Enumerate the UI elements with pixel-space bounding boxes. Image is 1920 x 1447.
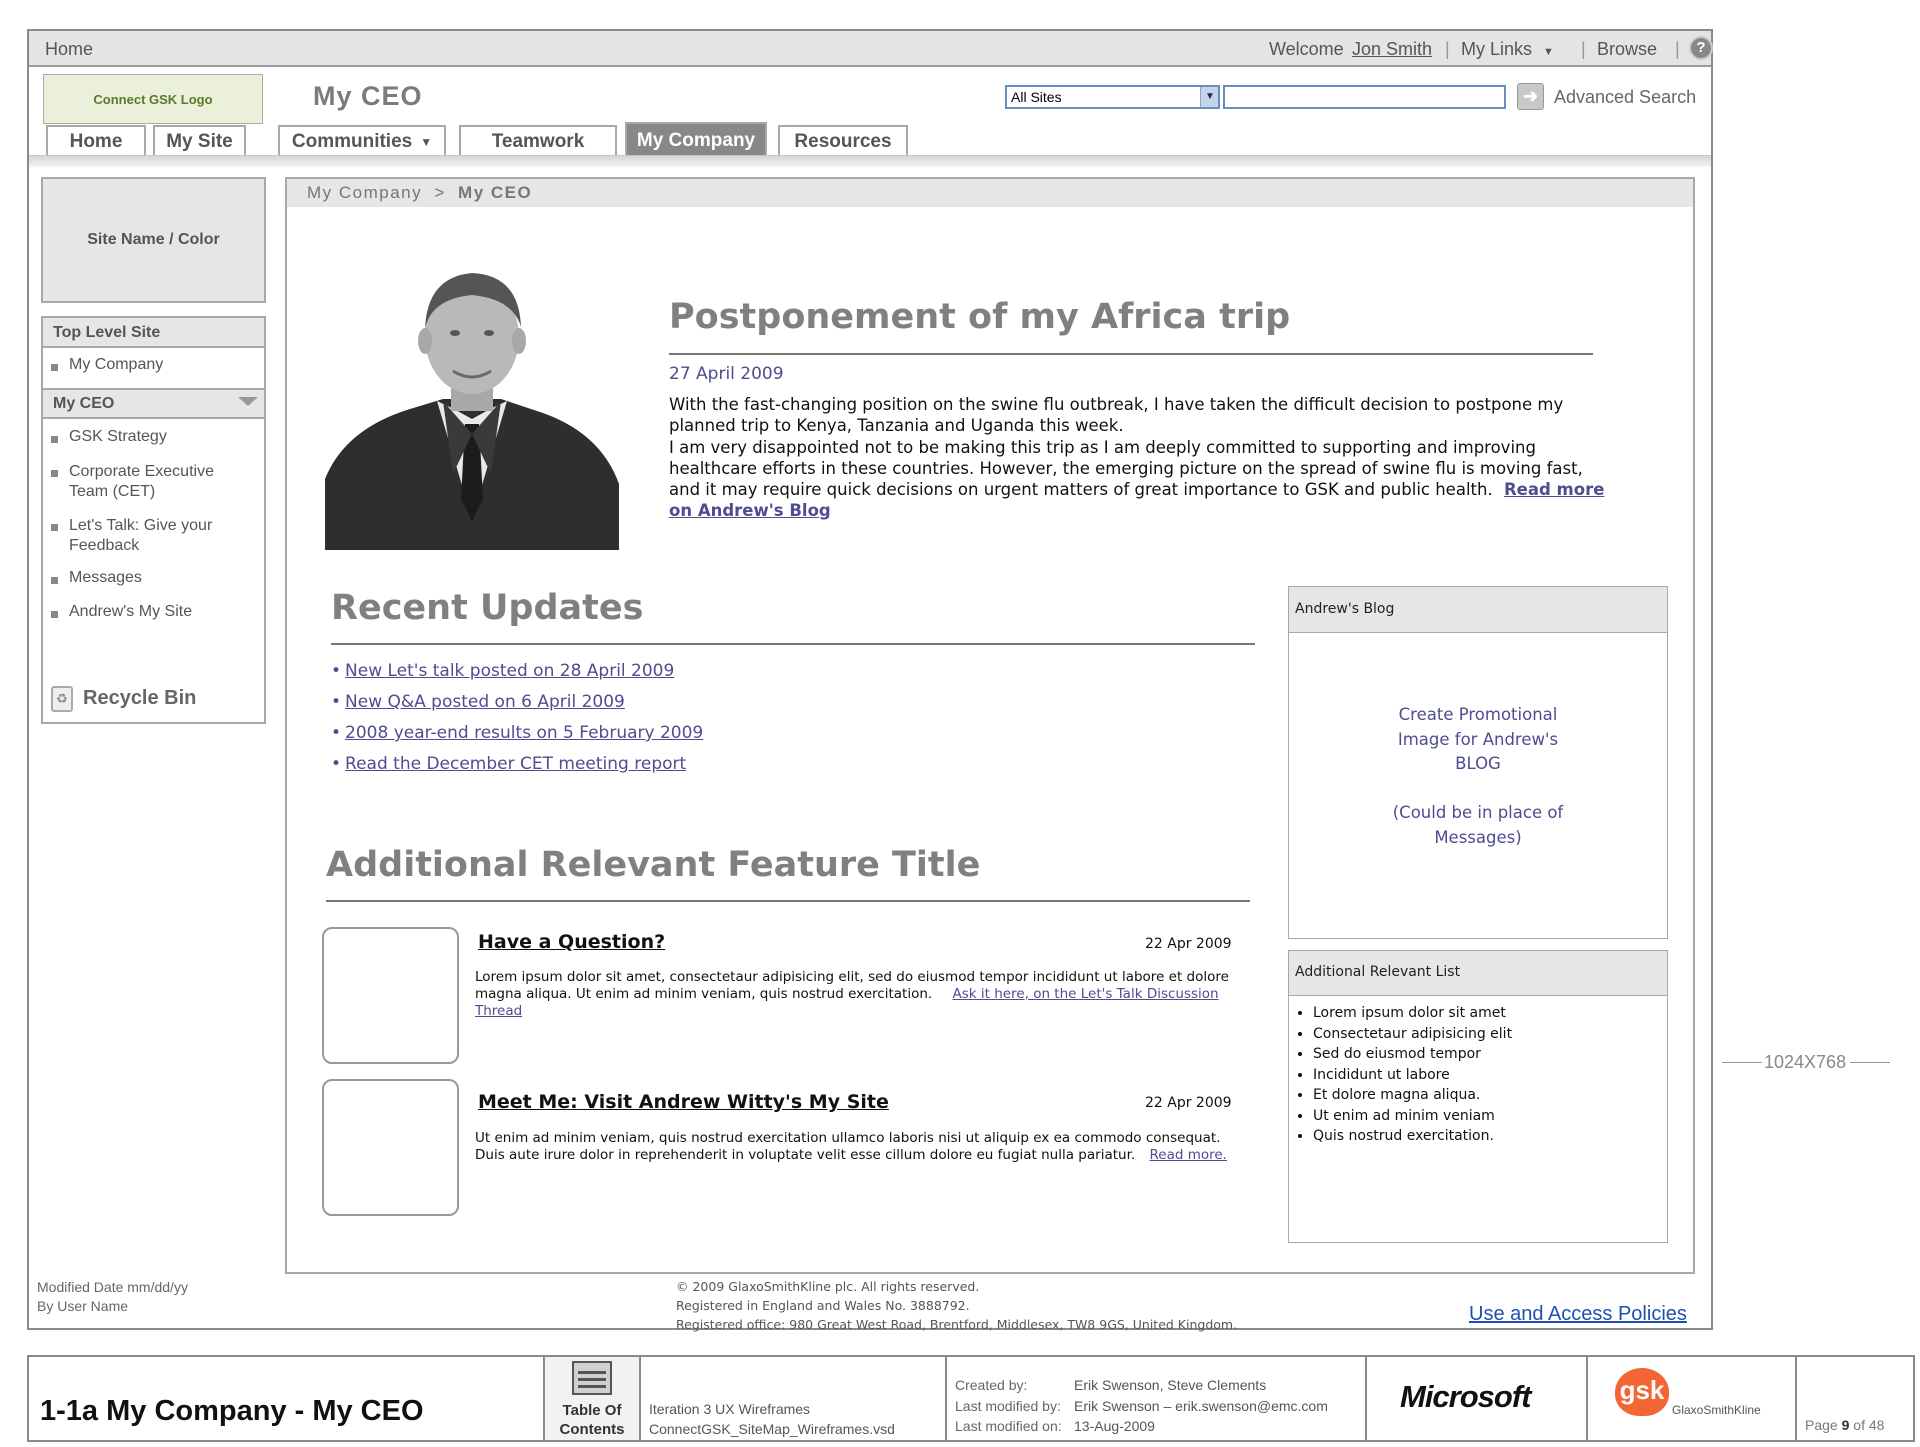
toc-label-line: Table Of xyxy=(562,1402,622,1419)
gsk-cell xyxy=(1586,1355,1795,1442)
nav-section-label: My CEO xyxy=(53,395,115,412)
entry-body xyxy=(475,969,1229,1020)
promo-line: Image for Andrew's xyxy=(1397,729,1559,749)
iteration-info xyxy=(649,1399,895,1439)
microsoft-cell xyxy=(1365,1355,1586,1442)
promo-spacer xyxy=(1289,777,1667,802)
feature-text-line: With the fast-changing position on the swine flu outbreak, I have taken the difficult decision to postpone my xyxy=(669,395,1564,414)
divider xyxy=(331,643,1255,645)
modified-by: By User Name xyxy=(37,1298,129,1314)
bullet-icon: • xyxy=(331,754,342,774)
feature-date: 27 April 2009 xyxy=(669,364,784,384)
tab-resources[interactable]: Resources xyxy=(778,125,908,157)
user-link[interactable]: Jon Smith xyxy=(1352,39,1433,59)
nav-item-cet-line2: Team (CET) xyxy=(69,483,156,500)
tab-home[interactable]: Home xyxy=(46,125,146,157)
microsoft-logo: Microsoft xyxy=(1400,1379,1531,1414)
logo-placeholder[interactable]: Connect GSK Logo xyxy=(43,74,263,124)
author-cell xyxy=(945,1355,1365,1442)
iteration-cell xyxy=(639,1355,945,1442)
entry-text-line: Ut enim ad minim veniam, quis nostrud exercitation ullamco laboris nisi ut aliquip ex ea commodo consequat. xyxy=(475,1130,1221,1146)
divider xyxy=(1722,1062,1762,1063)
divider: | xyxy=(1675,39,1680,59)
ask-here-link[interactable]: Ask it here, on the Let's Talk Discussion xyxy=(952,986,1219,1002)
tab-communities-label: Communities xyxy=(291,131,413,152)
ceo-photo xyxy=(325,259,619,550)
bullet-icon: • xyxy=(331,661,342,681)
entry-date: 22 Apr 2009 xyxy=(1145,936,1232,952)
bullet-icon xyxy=(51,470,58,477)
bullet-icon xyxy=(51,364,58,371)
entry-title-link[interactable]: Have a Question? xyxy=(478,931,666,953)
update-item[interactable] xyxy=(331,723,703,743)
resolution-marker xyxy=(1722,1050,1892,1074)
nav-item-messages[interactable]: Messages xyxy=(69,569,142,586)
entry-text-line: Duis aute irure dolor in reprehenderit in voluptate velit esse cillum dolore eu fugiat nulla pariatur. xyxy=(475,1147,1136,1163)
nav-item-lets-talk[interactable] xyxy=(69,516,212,556)
modified-date: Modified Date mm/dd/yy xyxy=(37,1279,188,1295)
list-item: • Consectetaur adipisicing elit xyxy=(1313,1024,1512,1045)
resolution-label: 1024X768 xyxy=(1764,1052,1847,1072)
office-text: Registered office: 980 Great West Road, Brentford, Middlesex, TW8 9GS, United Kingdom. xyxy=(676,1317,1238,1332)
gsk-logo: gsk xyxy=(1615,1368,1669,1416)
collapse-arrow-icon[interactable] xyxy=(238,397,258,406)
toc-label xyxy=(545,1401,639,1439)
bullet-icon xyxy=(51,577,58,584)
wireframe-frame xyxy=(27,29,1713,1330)
file-name: ConnectGSK_SiteMap_Wireframes.vsd xyxy=(649,1421,895,1437)
nav-item-lets-talk-line1: Let's Talk: Give your xyxy=(69,517,213,534)
recycle-bin-icon: ♻ xyxy=(51,686,73,712)
author-values xyxy=(1074,1375,1328,1437)
divider: | xyxy=(1581,39,1586,59)
advanced-search-link[interactable]: Advanced Search xyxy=(1554,87,1697,107)
top-bar xyxy=(29,31,1711,67)
tab-my-company[interactable]: My Company xyxy=(625,122,767,157)
left-nav xyxy=(41,316,266,695)
created-by: Erik Swenson, Steve Clements xyxy=(1074,1377,1267,1393)
chevron-down-icon: ▼ xyxy=(420,135,433,149)
page-prefix: Page xyxy=(1805,1417,1838,1433)
toc-icon-line xyxy=(578,1378,606,1381)
modified-info xyxy=(37,1278,188,1316)
page-current: 9 xyxy=(1841,1417,1850,1433)
iteration-title: Iteration 3 UX Wireframes xyxy=(649,1401,811,1417)
page-name: 1-1a My Company - My CEO xyxy=(40,1395,424,1427)
topbar-home-link[interactable]: Home xyxy=(45,39,94,59)
feature-text-line: healthcare efforts in these countries. However, the emerging picture on the spread of swine flu is moving fast, xyxy=(669,459,1583,478)
tab-my-site[interactable]: My Site xyxy=(153,125,246,157)
table-of-contents-icon xyxy=(572,1361,612,1395)
read-more-link[interactable]: Read more. xyxy=(1149,1147,1227,1163)
update-item[interactable] xyxy=(331,692,625,712)
update-item[interactable] xyxy=(331,754,686,774)
bullet-icon: • xyxy=(331,692,342,712)
breadcrumb-separator: > xyxy=(434,183,446,202)
list-item: • Quis nostrud exercitation. xyxy=(1313,1126,1512,1147)
divider xyxy=(326,900,1250,902)
tab-teamwork[interactable]: Teamwork xyxy=(459,125,617,157)
update-link[interactable]: Read the December CET meeting report xyxy=(345,754,687,774)
modified-by: Erik Swenson – erik.swenson@emc.com xyxy=(1074,1397,1328,1414)
use-access-policies-link[interactable]: Use and Access Policies xyxy=(1469,1303,1687,1325)
copyright-text: © 2009 GlaxoSmithKline plc. All rights reserved. xyxy=(676,1279,980,1294)
bullet-icon xyxy=(51,611,58,618)
nav-item-andrews-my-site[interactable]: Andrew's My Site xyxy=(69,603,193,620)
list-item: • Incididunt ut labore xyxy=(1313,1065,1512,1086)
bullet-icon xyxy=(51,524,58,531)
toc-icon-line xyxy=(578,1371,606,1374)
list-webpart-title[interactable]: Additional Relevant List xyxy=(1289,951,1667,996)
nav-section-my-ceo[interactable] xyxy=(43,388,264,419)
list-item: • Lorem ipsum dolor sit amet xyxy=(1313,1003,1512,1024)
divider xyxy=(669,353,1593,355)
entry-text-line: Lorem ipsum dolor sit amet, consectetaur adipisicing elit, sed do eiusmod tempor incididunt ut labore et dolore xyxy=(475,969,1229,985)
breadcrumb-current: My CEO xyxy=(458,183,533,202)
promo-line: (Could be in place of xyxy=(1392,803,1564,822)
breadcrumb-parent[interactable]: My Company xyxy=(307,183,423,202)
entry-thumbnail[interactable] xyxy=(322,1079,459,1216)
created-by-label: Created by: xyxy=(955,1377,1028,1393)
feature-text-line: and it may require quick decisions on urgent matters of great importance to GSK and public health. xyxy=(669,480,1493,499)
divider xyxy=(1850,1062,1890,1063)
toc-label-line: Contents xyxy=(559,1421,625,1438)
chevron-down-icon: ▼ xyxy=(1543,46,1554,58)
tab-communities[interactable] xyxy=(278,125,446,157)
tab-underline xyxy=(29,155,1711,167)
promo-line: BLOG xyxy=(1455,754,1501,773)
feature-text-line: planned trip to Kenya, Tanzania and Uganda this week. xyxy=(669,416,1124,435)
nav-item-my-company[interactable]: My Company xyxy=(69,356,164,373)
nav-item-gsk-strategy[interactable]: GSK Strategy xyxy=(69,428,167,445)
read-more-blog-link[interactable]: Read more xyxy=(1503,480,1605,499)
bullet-icon xyxy=(51,436,58,443)
nav-item-lets-talk-line2: Feedback xyxy=(69,537,140,554)
relevant-list xyxy=(1313,1003,1512,1147)
modified-by-label: Last modified by: xyxy=(955,1397,1061,1414)
search-scope-select[interactable] xyxy=(1005,85,1220,109)
dropdown-arrow-icon: ▼ xyxy=(1200,87,1218,107)
bullet-icon: • xyxy=(331,723,342,743)
main-content xyxy=(285,177,1695,1274)
my-links-label: My Links xyxy=(1461,39,1533,59)
list-item: • Sed do eiusmod tempor xyxy=(1313,1044,1512,1065)
gsk-name: GlaxoSmithKline xyxy=(1672,1403,1761,1417)
copyright-block xyxy=(676,1277,1237,1334)
promo-line: Create Promotional xyxy=(1398,705,1558,724)
nav-item-cet-line1: Corporate Executive xyxy=(69,463,214,480)
list-item: • Ut enim ad minim veniam xyxy=(1313,1106,1512,1127)
feature-title[interactable]: Postponement of my Africa trip xyxy=(669,297,1291,337)
site-name-placeholder: Site Name / Color xyxy=(41,177,266,303)
additional-feature-title: Additional Relevant Feature Title xyxy=(326,845,981,885)
author-labels xyxy=(955,1375,1062,1437)
ask-here-link-2[interactable]: Thread xyxy=(475,1003,523,1019)
recycle-bin-label: Recycle Bin xyxy=(83,687,197,709)
recycle-bin[interactable] xyxy=(41,672,266,724)
modified-on: 13-Aug-2009 xyxy=(1074,1418,1155,1434)
page-number xyxy=(1805,1417,1884,1433)
entry-date: 22 Apr 2009 xyxy=(1145,1095,1232,1111)
update-link[interactable]: New Let's talk posted on 28 April 2009 xyxy=(345,661,675,681)
page-total: of 48 xyxy=(1853,1417,1885,1433)
blog-webpart-title[interactable]: Andrew's Blog xyxy=(1289,587,1667,633)
welcome-text: Welcome xyxy=(1269,39,1344,59)
registered-text: Registered in England and Wales No. 3888792. xyxy=(676,1298,970,1313)
update-item[interactable] xyxy=(331,661,674,681)
nav-item-cet[interactable] xyxy=(69,462,214,502)
feature-paragraph-2 xyxy=(669,437,1604,521)
blog-promo-text[interactable] xyxy=(1289,703,1667,850)
search-go-icon[interactable]: ➜ xyxy=(1517,83,1544,110)
breadcrumb xyxy=(287,179,1693,207)
search-input[interactable] xyxy=(1223,85,1506,109)
page-name-cell xyxy=(27,1355,543,1442)
update-link[interactable]: 2008 year-end results on 5 February 2009 xyxy=(345,723,704,743)
promo-line: Messages) xyxy=(1434,827,1522,847)
help-icon[interactable]: ? xyxy=(1689,36,1713,60)
search-scope-value: All Sites xyxy=(1011,89,1062,105)
modified-on-label: Last modified on: xyxy=(955,1418,1062,1434)
entry-body xyxy=(475,1130,1227,1164)
recent-updates-title: Recent Updates xyxy=(331,588,644,628)
entry-text-line: magna aliqua. Ut enim ad minim veniam, quis nostrud exercitation. xyxy=(475,986,933,1002)
my-links-menu[interactable] xyxy=(1461,39,1554,60)
divider: | xyxy=(1445,39,1450,59)
feature-paragraph-1 xyxy=(669,394,1563,436)
browse-link[interactable]: Browse xyxy=(1597,39,1658,59)
read-more-blog-link-2[interactable]: on Andrew's Blog xyxy=(669,501,831,520)
nav-top-level-site[interactable]: Top Level Site xyxy=(43,318,264,348)
blog-webpart xyxy=(1288,586,1668,939)
entry-thumbnail[interactable] xyxy=(322,927,459,1064)
feature-text-line: I am very disappointed not to be making this trip as I am deeply committed to supporting and improving xyxy=(669,438,1536,457)
list-item: • Et dolore magna aliqua. xyxy=(1313,1085,1512,1106)
toc-icon-line xyxy=(578,1385,606,1388)
page-number-cell xyxy=(1795,1355,1915,1442)
list-webpart xyxy=(1288,950,1668,1243)
entry-title-link[interactable]: Meet Me: Visit Andrew Witty's My Site xyxy=(478,1091,889,1113)
site-title: My CEO xyxy=(313,81,423,111)
toc-cell[interactable] xyxy=(543,1355,639,1442)
update-link[interactable]: New Q&A posted on 6 April 2009 xyxy=(345,692,625,712)
